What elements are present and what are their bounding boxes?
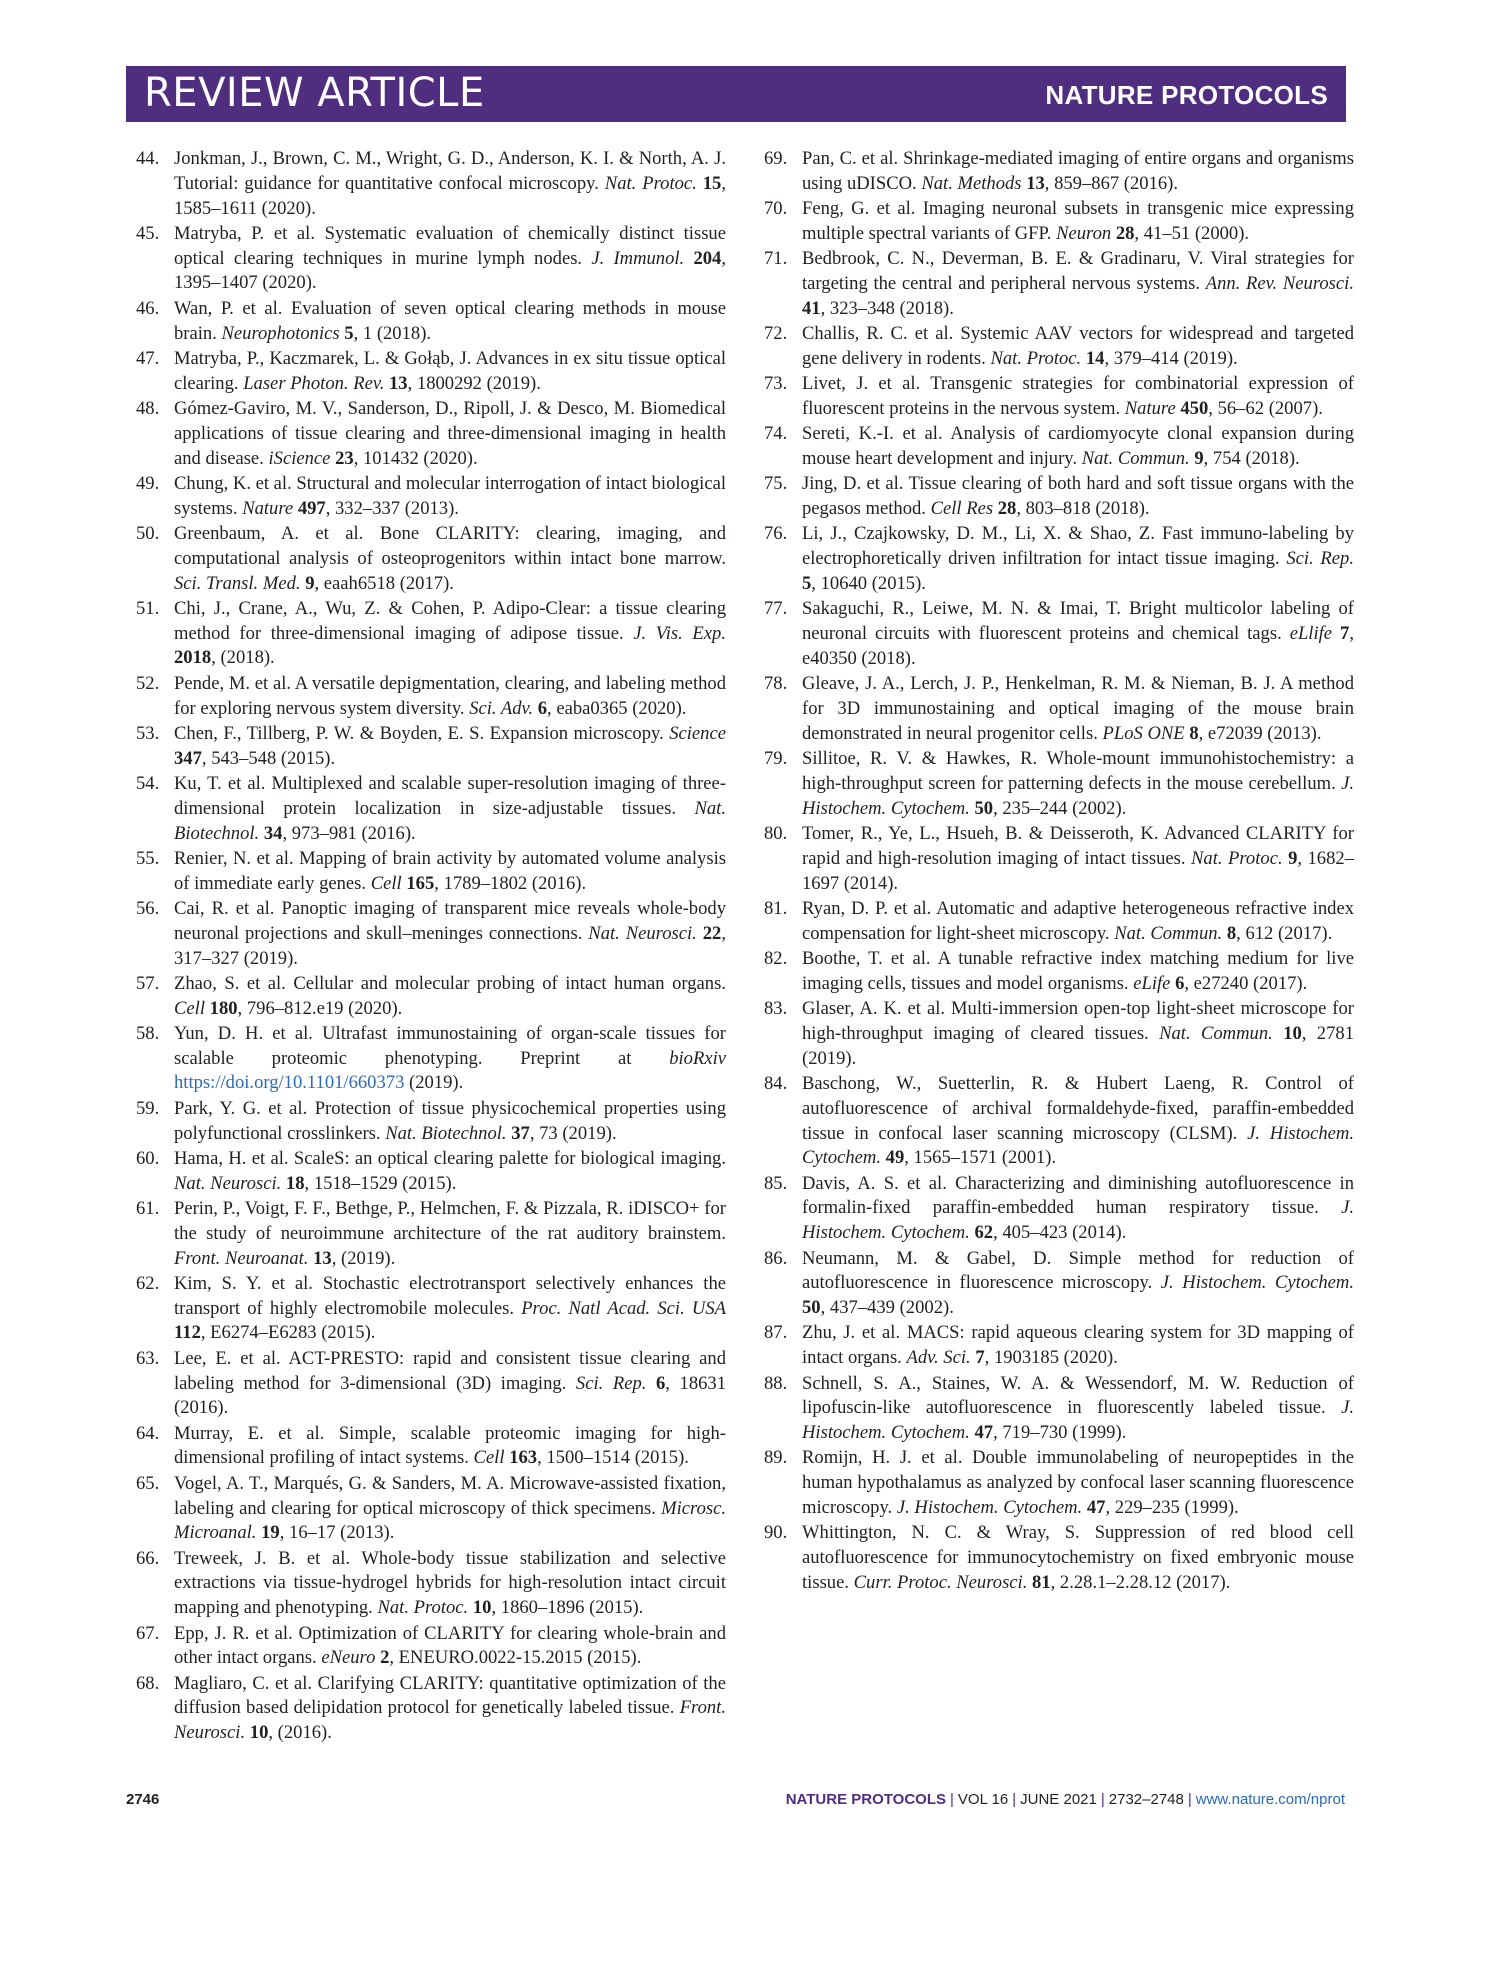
reference-tail: , 317–327 (2019). (174, 922, 726, 969)
reference-tail: , 719–730 (1999). (993, 1422, 1127, 1444)
references-left-column (136, 147, 726, 1747)
reference-volume: 8 (1189, 722, 1199, 744)
reference-text: Lee, E. et al. ACT-PRESTO: rapid and consistent tissue clearing and labeling method for 3-dimensional (3D) imaging. (174, 1347, 726, 1394)
reference-text: Matryba, P. et al. Systematic evaluation of chemically distinct tissue optical clearing techniques in murine lymph nodes. (174, 222, 726, 269)
reference-tail: , 803–818 (2018). (1016, 498, 1150, 520)
reference-item (764, 322, 1354, 372)
reference-tail: , 229–235 (1999). (1105, 1497, 1239, 1519)
reference-volume: 180 (209, 997, 238, 1019)
reference-text: Jing, D. et al. Tissue clearing of both hard and soft tissue organs with the pegasos method. (802, 473, 1354, 520)
reference-item (136, 897, 726, 971)
reference-volume: 9 (305, 572, 315, 594)
reference-number: 78. (764, 673, 788, 695)
reference-volume: 10 (249, 1722, 269, 1744)
reference-volume: 497 (297, 497, 326, 519)
reference-item (136, 1547, 726, 1621)
reference-volume: 62 (974, 1222, 994, 1244)
reference-volume: 28 (997, 498, 1017, 520)
reference-number: 47. (136, 347, 160, 369)
reference-item (764, 947, 1354, 997)
reference-number: 46. (136, 297, 160, 319)
reference-text: Sereti, K.-I. et al. Analysis of cardiomyocyte clonal expansion during mouse heart development and injury. (802, 423, 1354, 470)
reference-tail: , 235–244 (2002). (993, 797, 1127, 819)
reference-number: 88. (764, 1372, 788, 1394)
reference-tail: , 1682–1697 (2014). (802, 847, 1354, 894)
reference-tail: (2019). (404, 1072, 464, 1094)
reference-number: 49. (136, 472, 160, 494)
reference-item (136, 1272, 726, 1346)
reference-item (764, 1321, 1354, 1371)
reference-tail: , 1500–1514 (2015). (537, 1447, 689, 1469)
reference-journal: Nature (1124, 397, 1176, 419)
reference-tail: , (2019). (331, 1247, 396, 1269)
reference-item (136, 847, 726, 897)
reference-tail: , E6274–E6283 (2015). (200, 1322, 376, 1344)
reference-tail: , 1 (2018). (353, 322, 432, 344)
reference-tail: , 1903185 (2020). (984, 1347, 1118, 1369)
reference-volume: 50 (802, 1297, 821, 1319)
reference-volume: 163 (509, 1447, 538, 1469)
reference-item (136, 1472, 726, 1546)
reference-text: Gómez-Gaviro, M. V., Sanderson, D., Ripoll, J. & Desco, M. Biomedical applications of tissue clearing and three-dimensional imaging in health and disease. (174, 397, 726, 469)
reference-item (764, 597, 1354, 671)
reference-text: Davis, A. S. et al. Characterizing and diminishing autofluorescence in formalin-fixed paraffin-embedded human respiratory tissue. (802, 1172, 1354, 1219)
reference-journal: Nat. Protoc. (1191, 847, 1283, 869)
reference-journal: Neuron (1056, 222, 1112, 244)
reference-journal: Cell (473, 1447, 505, 1469)
reference-item (764, 672, 1354, 746)
reference-text: Tomer, R., Ye, L., Hsueh, B. & Deisseroth, K. Advanced CLARITY for rapid and high-resolution imaging of intact tissues. (802, 823, 1354, 869)
reference-tail: , 101432 (2020). (353, 447, 478, 469)
reference-volume: 6 (537, 697, 548, 719)
reference-text: Pende, M. et al. A versatile depigmentation, clearing, and labeling method for exploring nervous system diversity. (174, 672, 726, 719)
reference-item (136, 397, 726, 471)
reference-volume: 13 (389, 372, 408, 394)
reference-item (136, 972, 726, 1022)
reference-number: 87. (764, 1322, 788, 1344)
reference-number: 74. (764, 423, 788, 445)
reference-journal: Curr. Protoc. Neurosci. (853, 1571, 1028, 1593)
reference-volume: 10 (1283, 1022, 1302, 1044)
reference-number: 75. (764, 473, 788, 495)
reference-number: 48. (136, 397, 160, 419)
footer-pages: 2732–2748 (1108, 1791, 1184, 1808)
reference-volume: 49 (885, 1147, 905, 1169)
reference-volume: 81 (1032, 1571, 1051, 1593)
reference-text: Challis, R. C. et al. Systemic AAV vectors for widespread and targeted gene delivery in rodents. (802, 323, 1354, 369)
reference-text: Sakaguchi, R., Leiwe, M. N. & Imai, T. Bright multicolor labeling of neuronal circuits with fluorescent proteins and chemical tags. (802, 598, 1354, 645)
reference-journal: Adv. Sci. (906, 1347, 971, 1369)
reference-item (764, 522, 1354, 596)
reference-number: 79. (764, 748, 788, 770)
journal-name: NATURE PROTOCOLS (1045, 80, 1328, 110)
reference-volume: 2018 (174, 647, 212, 669)
reference-journal: Nat. Commun. (1114, 922, 1223, 944)
reference-tail: , 1585–1611 (2020). (174, 172, 726, 219)
reference-item (136, 1347, 726, 1421)
reference-journal: Front. Neurosci. (174, 1697, 726, 1744)
reference-text: Cai, R. et al. Panoptic imaging of transparent mice reveals whole-body neuronal projections and skull–meninges connections. (174, 897, 726, 944)
reference-text: Jonkman, J., Brown, C. M., Wright, G. D., Anderson, K. I. & North, A. J. Tutorial: guidance for quantitative confocal microscopy. (174, 148, 726, 194)
reference-journal: Ann. Rev. Neurosci. (1205, 272, 1354, 294)
reference-tail: , 1860–1896 (2015). (491, 1597, 644, 1619)
reference-number: 82. (764, 948, 788, 969)
reference-journal: Laser Photon. Rev. (243, 372, 385, 394)
reference-volume: 13 (1026, 172, 1045, 194)
reference-journal: J. Histochem. Cytochem. (802, 1122, 1354, 1169)
reference-item (136, 472, 726, 522)
reference-volume: 47 (1086, 1497, 1106, 1519)
reference-tail: , 332–337 (2013). (325, 497, 459, 519)
reference-item (136, 297, 726, 347)
reference-journal: eNeuro (321, 1647, 376, 1669)
reference-text: Wan, P. et al. Evaluation of seven optical clearing methods in mouse brain. (174, 297, 726, 344)
reference-journal: Nat. Commun. (1159, 1022, 1273, 1044)
reference-tail: , 859–867 (2016). (1044, 172, 1179, 194)
reference-volume: 13 (313, 1247, 332, 1269)
reference-number: 59. (136, 1097, 160, 1119)
reference-text: Sillitoe, R. V. & Hawkes, R. Whole-mount immunohistochemistry: a high-throughput screen for patterning defects in the mouse cerebellum. (802, 748, 1354, 794)
reference-journal: Neurophotonics (221, 322, 340, 344)
reference-tail: , 323–348 (2018). (820, 297, 954, 319)
reference-number: 66. (136, 1547, 160, 1569)
reference-tail: , 2.28.1–2.28.12 (2017). (1050, 1571, 1231, 1593)
reference-volume: 50 (974, 797, 994, 819)
reference-number: 70. (764, 198, 788, 220)
page-header (126, 66, 1346, 122)
reference-volume: 18 (285, 1172, 305, 1194)
reference-journal: Microsc. Microanal. (174, 1497, 726, 1544)
reference-tail: , 1518–1529 (2015). (304, 1172, 457, 1194)
reference-volume: 2 (380, 1647, 390, 1669)
reference-tail: , 754 (2018). (1203, 448, 1300, 470)
reference-journal: Nat. Biotechnol. (385, 1122, 507, 1144)
reference-volume: 34 (263, 822, 283, 844)
reference-tail: , e27240 (2017). (1184, 972, 1308, 994)
reference-item (764, 1072, 1354, 1171)
reference-item (136, 147, 726, 221)
reference-item (764, 197, 1354, 247)
reference-tail: , 10640 (2015). (811, 573, 926, 595)
reference-item (764, 147, 1354, 197)
reference-text: Ryan, D. P. et al. Automatic and adaptive heterogeneous refractive index compensation for light-sheet microscopy. (802, 897, 1354, 944)
reference-number: 67. (136, 1622, 160, 1644)
reference-tail: , 973–981 (2016). (282, 822, 416, 844)
reference-link[interactable]: https://doi.org/10.1101/660373 (174, 1072, 405, 1094)
reference-number: 63. (136, 1347, 160, 1369)
reference-journal: Nat. Protoc. (604, 172, 697, 194)
reference-volume: 5 (802, 573, 812, 595)
reference-number: 84. (764, 1072, 788, 1094)
reference-number: 53. (136, 722, 160, 744)
reference-volume: 7 (1340, 623, 1350, 645)
reference-volume: 14 (1085, 347, 1105, 369)
reference-item (764, 372, 1354, 422)
reference-tail: , 18631 (2016). (174, 1372, 727, 1419)
reference-text: Hama, H. et al. ScaleS: an optical clearing palette for biological imaging. (174, 1147, 726, 1169)
reference-journal: Nat. Neurosci. (174, 1172, 282, 1194)
reference-number: 45. (136, 222, 160, 244)
reference-text: Perin, P., Voigt, F. F., Bethge, P., Helmchen, F. & Pizzala, R. iDISCO+ for the study of neuroimmune architecture of the rat auditory brainstem. (174, 1197, 726, 1244)
reference-text: Kim, S. Y. et al. Stochastic electrotransport selectively enhances the transport of highly electromobile molecules. (174, 1272, 726, 1319)
reference-number: 55. (136, 847, 160, 869)
reference-journal: Sci. Rep. (575, 1372, 647, 1394)
reference-number: 77. (764, 598, 788, 620)
reference-tail: , ENEURO.0022-15.2015 (2015). (389, 1647, 642, 1669)
reference-volume: 347 (174, 747, 202, 769)
reference-item (136, 722, 726, 772)
reference-volume: 6 (656, 1372, 666, 1394)
reference-volume: 7 (975, 1347, 985, 1369)
reference-item (764, 1521, 1354, 1595)
footer-date: JUNE 2021 (1020, 1791, 1097, 1808)
reference-text: Matryba, P., Kaczmarek, L. & Gołąb, J. Advances in ex situ tissue optical clearing. (174, 347, 726, 394)
reference-text: Schnell, S. A., Staines, W. A. & Wessendorf, M. W. Reduction of lipofuscin-like autofluorescence in fluorescently labeled tissue. (802, 1372, 1354, 1419)
reference-number: 71. (764, 248, 788, 270)
reference-tail: , 1395–1407 (2020). (174, 247, 726, 294)
reference-journal: PLoS ONE (1102, 722, 1185, 744)
reference-text: Chen, F., Tillberg, P. W. & Boyden, E. S. Expansion microscopy. (174, 722, 670, 744)
reference-tail: , eaah6518 (2017). (314, 572, 454, 594)
reference-text: Treweek, J. B. et al. Whole-body tissue stabilization and selective extractions via tissue-hydrogel hybrids for high-resolution intact circuit mapping and phenotyping. (174, 1547, 726, 1619)
reference-tail: , 1800292 (2019). (407, 372, 541, 394)
reference-tail: , 379–414 (2019). (1104, 347, 1238, 369)
footer-citation: NATURE PROTOCOLS | VOL 16 | JUNE 2021 | 2732–2748 | www.nature.com/nprot (785, 1791, 1345, 1808)
references-right-column (764, 147, 1354, 1596)
article-type-label: REVIEW ARTICLE (144, 70, 485, 116)
footer-volume: VOL 16 (957, 1791, 1009, 1808)
reference-number: 90. (764, 1522, 788, 1544)
reference-number: 69. (764, 148, 788, 169)
reference-journal: J. Vis. Exp. (633, 622, 726, 644)
reference-volume: 5 (344, 322, 354, 344)
reference-journal: Sci. Adv. (469, 697, 534, 719)
reference-volume: 9 (1288, 847, 1298, 869)
reference-number: 72. (764, 323, 788, 345)
reference-item (764, 1172, 1354, 1246)
reference-text: Murray, E. et al. Simple, scalable proteomic imaging for high-dimensional profiling of intact systems. (174, 1422, 726, 1469)
reference-number: 68. (136, 1672, 160, 1694)
reference-text: Park, Y. G. et al. Protection of tissue physicochemical properties using polyfunctional crosslinkers. (174, 1097, 726, 1144)
reference-volume: 37 (511, 1122, 530, 1144)
reference-item (136, 1097, 726, 1147)
reference-tail: , (2016). (268, 1722, 332, 1744)
reference-text: Baschong, W., Suetterlin, R. & Hubert Laeng, R. Control of autofluorescence of archival formaldehyde-fixed, paraffin-embedded tissue in confocal laser scanning microscopy (CLSM). (802, 1072, 1354, 1144)
reference-number: 65. (136, 1472, 160, 1494)
reference-tail: , (2018). (211, 647, 275, 669)
reference-journal: Nat. Protoc. (990, 347, 1082, 369)
reference-item (136, 1197, 726, 1271)
reference-tail: , 56–62 (2007). (1208, 397, 1323, 419)
reference-journal: Cell Res (930, 498, 994, 520)
reference-journal: J. Histochem. Cytochem. (802, 1197, 1354, 1244)
reference-text: Glaser, A. K. et al. Multi-immersion open-top light-sheet microscope for high-throughput imaging of cleared tissues. (802, 998, 1354, 1044)
reference-text: Yun, D. H. et al. Ultrafast immunostaining of organ-scale tissues for scalable proteomic phenotyping. Preprint at (174, 1022, 726, 1069)
reference-journal: Cell (370, 872, 402, 894)
reference-tail: , e40350 (2018). (802, 623, 1354, 669)
reference-text: Greenbaum, A. et al. Bone CLARITY: clearing, imaging, and computational analysis of osteoprogenitors within intact bone marrow. (174, 522, 726, 569)
reference-journal: J. Histochem. Cytochem. (802, 772, 1354, 819)
reference-item (136, 597, 726, 671)
reference-journal: Science (669, 722, 726, 744)
reference-volume: 10 (472, 1597, 492, 1619)
reference-journal: J. Immunol. (591, 247, 685, 269)
reference-text: Romijn, H. J. et al. Double immunolabeling of neuropeptides in the human hypothalamus as analyzed by confocal laser scanning fluorescence microscopy. (802, 1447, 1354, 1519)
reference-text: Li, J., Czajkowsky, D. M., Li, X. & Shao, Z. Fast immuno-labeling by electrophoretically driven infiltration for intact tissue imaging. (802, 523, 1354, 570)
reference-journal: Nat. Biotechnol. (174, 797, 726, 844)
reference-item (764, 897, 1354, 947)
reference-item (764, 822, 1354, 896)
reference-journal: J. Histochem. Cytochem. (896, 1497, 1083, 1519)
reference-item (764, 1247, 1354, 1321)
reference-number: 83. (764, 998, 788, 1020)
reference-item (764, 422, 1354, 472)
reference-number: 61. (136, 1197, 160, 1219)
reference-journal: eLlife (1289, 623, 1333, 645)
reference-text: Bedbrook, C. N., Deverman, B. E. & Gradinaru, V. Viral strategies for targeting the central and peripheral nervous systems. (802, 248, 1354, 294)
reference-number: 73. (764, 373, 788, 395)
reference-number: 56. (136, 897, 160, 919)
reference-text: Chung, K. et al. Structural and molecular interrogation of intact biological systems. (174, 472, 726, 519)
reference-item (764, 1372, 1354, 1446)
reference-item (136, 1422, 726, 1472)
reference-text: Epp, J. R. et al. Optimization of CLARITY for clearing whole-brain and other intact organs. (174, 1622, 726, 1669)
footer-url[interactable]: www.nature.com/nprot (1195, 1791, 1345, 1808)
reference-tail: , e72039 (2013). (1198, 722, 1322, 744)
reference-text: Neumann, M. & Gabel, D. Simple method for reduction of autofluorescence in fluorescence microscopy. (802, 1247, 1354, 1294)
reference-volume: 47 (974, 1422, 994, 1444)
reference-number: 54. (136, 772, 160, 794)
reference-tail: , 1789–1802 (2016). (434, 872, 587, 894)
reference-number: 60. (136, 1147, 160, 1169)
reference-volume: 19 (261, 1522, 280, 1544)
reference-number: 52. (136, 672, 160, 694)
reference-number: 89. (764, 1447, 788, 1469)
reference-number: 51. (136, 597, 160, 619)
reference-volume: 28 (1115, 222, 1135, 244)
reference-journal: Front. Neuroanat. (174, 1247, 309, 1269)
reference-item (136, 1022, 726, 1096)
reference-text: Ku, T. et al. Multiplexed and scalable super-resolution imaging of three-dimensional protein localization in size-adjustable tissues. (174, 772, 726, 819)
reference-tail: , 437–439 (2002). (820, 1297, 954, 1319)
reference-journal: Proc. Natl Acad. Sci. USA (521, 1297, 726, 1319)
reference-number: 64. (136, 1422, 160, 1444)
reference-volume: 23 (335, 447, 354, 469)
reference-text: Gleave, J. A., Lerch, J. P., Henkelman, R. M. & Nieman, B. J. A method for 3D immunostaining and optical imaging of the mouse brain demonstrated in neural progenitor cells. (802, 673, 1354, 744)
page-number: 2746 (126, 1791, 160, 1808)
reference-number: 81. (764, 897, 788, 919)
reference-text: Feng, G. et al. Imaging neuronal subsets in transgenic mice expressing multiple spectral variants of GFP. (802, 198, 1354, 244)
reference-journal: J. Histochem. Cytochem. (802, 1397, 1354, 1444)
reference-volume: 41 (802, 297, 821, 319)
reference-text: Zhao, S. et al. Cellular and molecular probing of intact human organs. (174, 972, 726, 994)
reference-volume: 204 (693, 247, 722, 269)
reference-tail: , 612 (2017). (1236, 922, 1333, 944)
reference-item (136, 222, 726, 296)
reference-item (764, 247, 1354, 321)
footer-journal: NATURE PROTOCOLS (785, 1791, 947, 1808)
reference-item (764, 747, 1354, 821)
reference-volume: 8 (1226, 922, 1237, 944)
reference-number: 76. (764, 523, 788, 545)
reference-text: Magliaro, C. et al. Clarifying CLARITY: quantitative optimization of the diffusion based delipidation protocol for genetically labeled tissue. (174, 1672, 726, 1719)
reference-journal: J. Histochem. Cytochem. (1160, 1272, 1354, 1294)
reference-journal: Cell (174, 997, 205, 1019)
reference-item (136, 1672, 726, 1746)
reference-tail: , 73 (2019). (529, 1122, 617, 1144)
reference-tail: , 2781 (2019). (802, 1022, 1354, 1069)
reference-number: 85. (764, 1172, 788, 1194)
reference-text: Vogel, A. T., Marqués, G. & Sanders, M. A. Microwave-assisted fixation, labeling and clearing for optical microscopy of thick specimens. (174, 1472, 726, 1519)
reference-item (764, 997, 1354, 1071)
reference-tail: , eaba0365 (2020). (547, 697, 687, 719)
reference-item (136, 1622, 726, 1672)
reference-item (136, 347, 726, 397)
reference-tail: , 405–423 (2014). (993, 1222, 1127, 1244)
reference-journal: Sci. Transl. Med. (174, 572, 301, 594)
reference-volume: 15 (702, 172, 722, 194)
reference-journal: Nat. Commun. (1081, 448, 1190, 470)
reference-item (764, 1446, 1354, 1520)
reference-item (136, 522, 726, 596)
reference-tail: , 1565–1571 (2001). (904, 1147, 1057, 1169)
reference-volume: 6 (1175, 972, 1185, 994)
reference-text: Livet, J. et al. Transgenic strategies for combinatorial expression of fluorescent proteins in the nervous system. (802, 373, 1354, 419)
reference-journal: bioRxiv (669, 1047, 726, 1069)
reference-text: Pan, C. et al. Shrinkage-mediated imaging of entire organs and organisms using uDISCO. (802, 148, 1354, 194)
reference-tail: , 16–17 (2013). (279, 1522, 395, 1544)
reference-journal: Nat. Protoc. (377, 1597, 469, 1619)
reference-item (764, 472, 1354, 522)
reference-text: Chi, J., Crane, A., Wu, Z. & Cohen, P. Adipo-Clear: a tissue clearing method for three-dimensional imaging of adipose tissue. (174, 597, 726, 644)
reference-journal: Nat. Neurosci. (588, 922, 697, 944)
reference-volume: 22 (702, 922, 722, 944)
reference-volume: 450 (1180, 397, 1209, 419)
reference-text: Boothe, T. et al. A tunable refractive index matching medium for live imaging cells, tissues and model organisms. (802, 948, 1354, 994)
reference-journal: Nature (242, 497, 294, 519)
reference-journal: eLife (1133, 972, 1171, 994)
reference-volume: 112 (174, 1322, 201, 1344)
reference-number: 50. (136, 522, 160, 544)
reference-number: 57. (136, 972, 160, 994)
reference-number: 62. (136, 1272, 160, 1294)
reference-text: Zhu, J. et al. MACS: rapid aqueous clearing system for 3D mapping of intact organs. (802, 1322, 1354, 1369)
reference-journal: Sci. Rep. (1286, 548, 1354, 570)
reference-text: Renier, N. et al. Mapping of brain activity by automated volume analysis of immediate early genes. (174, 847, 726, 894)
reference-journal: Nat. Methods (921, 172, 1022, 194)
reference-number: 44. (136, 148, 160, 169)
reference-tail: , 41–51 (2000). (1134, 222, 1250, 244)
reference-number: 58. (136, 1022, 160, 1044)
reference-item (136, 672, 726, 722)
reference-number: 80. (764, 823, 788, 845)
reference-volume: 9 (1194, 448, 1204, 470)
reference-item (136, 772, 726, 846)
reference-journal: iScience (268, 447, 331, 469)
reference-tail: , 796–812.e19 (2020). (237, 997, 403, 1019)
reference-volume: 165 (406, 872, 435, 894)
reference-text: Whittington, N. C. & Wray, S. Suppression of red blood cell autofluorescence for immunocytochemistry on fixed embryonic mouse tissue. (802, 1522, 1354, 1593)
reference-item (136, 1147, 726, 1197)
reference-number: 86. (764, 1247, 788, 1269)
reference-tail: , 543–548 (2015). (201, 747, 336, 769)
